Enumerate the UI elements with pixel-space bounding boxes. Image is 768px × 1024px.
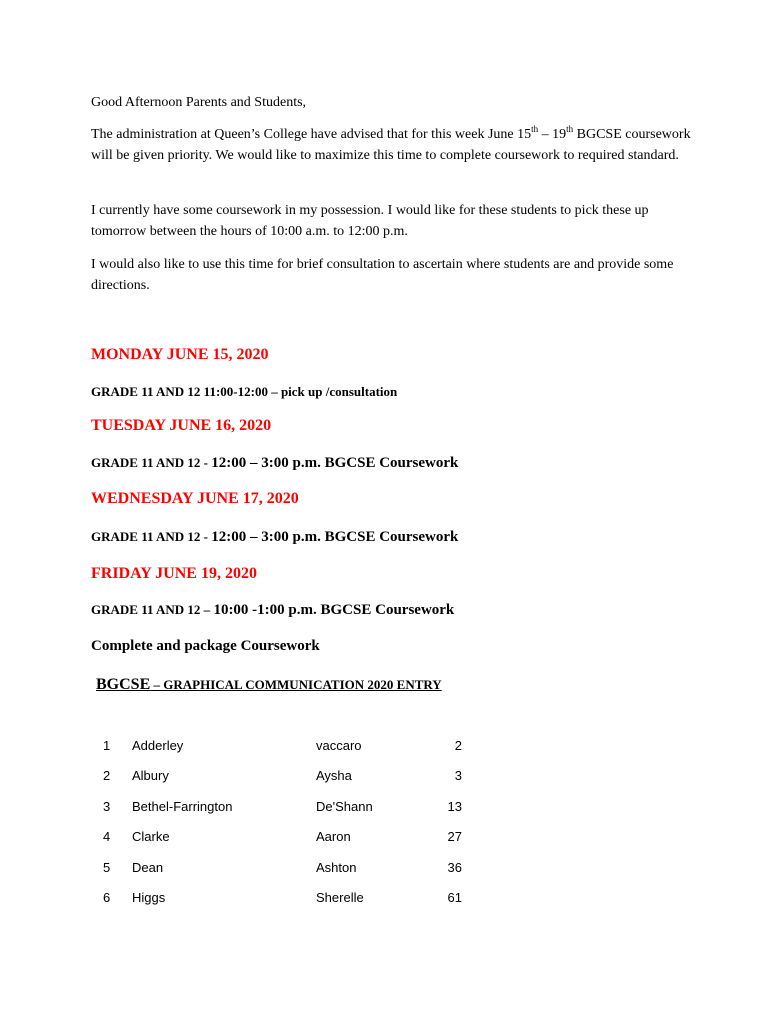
first-name: vaccaro bbox=[316, 738, 362, 753]
paragraph-pickup: I currently have some coursework in my possession. I would like for these students to pick these up tomorrow between the hours of 10:00 a.m. to 12:00 p.m. bbox=[91, 203, 649, 239]
paragraph-consultation: I would also like to use this time for brief consultation to ascertain where students are and provide some directions. bbox=[91, 257, 674, 293]
entry-title bbox=[96, 676, 442, 694]
first-name: De'Shann bbox=[316, 798, 373, 814]
row-number: 3 bbox=[103, 798, 111, 814]
greeting: Good Afternoon Parents and Students, bbox=[91, 95, 307, 110]
complete-package-note: Complete and package Coursework bbox=[91, 638, 320, 654]
paragraph-priority-part2: – 19 bbox=[538, 127, 567, 142]
table-row bbox=[90, 732, 480, 762]
schedule-line-monday bbox=[91, 383, 397, 401]
row-number: 2 bbox=[103, 768, 111, 784]
paragraph-priority bbox=[91, 124, 691, 166]
last-name: Dean bbox=[132, 859, 164, 875]
schedule-label: GRADE 11 AND 12 - bbox=[91, 455, 212, 470]
schedule-time: 10:00 -1:00 p.m. BGCSE Coursework bbox=[213, 602, 455, 618]
score: 36 bbox=[447, 859, 462, 875]
score: 3 bbox=[454, 768, 462, 784]
schedule-line-wednesday bbox=[91, 528, 458, 546]
last-name: Albury bbox=[132, 768, 169, 784]
row-number: 6 bbox=[103, 889, 111, 905]
schedule-time: 12:00 – 3:00 p.m. BGCSE Coursework bbox=[211, 455, 459, 471]
schedule-label: GRADE 11 AND 12 – bbox=[91, 602, 214, 617]
row-number: 1 bbox=[103, 738, 111, 753]
table-row bbox=[90, 793, 480, 823]
first-name: Ashton bbox=[316, 859, 357, 875]
last-name: Adderley bbox=[132, 738, 184, 753]
score: 27 bbox=[447, 829, 462, 845]
superscript-th-1: th bbox=[531, 124, 539, 134]
row-number: 5 bbox=[103, 859, 111, 875]
schedule-label: GRADE 11 AND 12 - bbox=[91, 529, 212, 544]
entry-title-rest: – GRAPHICAL COMMUNICATION 2020 ENTRY bbox=[150, 677, 442, 692]
schedule-line-friday bbox=[91, 601, 454, 619]
schedule-time: 12:00 – 3:00 p.m. BGCSE Coursework bbox=[211, 529, 459, 545]
day-heading-monday: MONDAY JUNE 15, 2020 bbox=[91, 346, 269, 363]
table-row bbox=[90, 762, 480, 792]
first-name: Aaron bbox=[316, 829, 351, 845]
score: 13 bbox=[447, 798, 462, 814]
last-name: Clarke bbox=[132, 829, 170, 845]
score: 61 bbox=[447, 889, 462, 905]
day-heading-wednesday: WEDNESDAY JUNE 17, 2020 bbox=[91, 490, 299, 507]
first-name: Sherelle bbox=[316, 889, 364, 905]
table-row bbox=[90, 823, 480, 853]
table-row bbox=[90, 854, 480, 884]
schedule-line-tuesday bbox=[91, 454, 458, 472]
row-number: 4 bbox=[103, 829, 111, 845]
last-name: Higgs bbox=[132, 889, 166, 905]
first-name: Aysha bbox=[316, 768, 352, 784]
paragraph-priority-part1: The administration at Queen’s College have advised that for this week June 15 bbox=[91, 127, 532, 142]
score: 2 bbox=[454, 738, 462, 753]
superscript-th-2: th bbox=[566, 124, 574, 134]
last-name: Bethel-Farrington bbox=[132, 798, 233, 814]
table-row bbox=[90, 884, 480, 914]
schedule-label: GRADE 11 AND 12 11:00-12:00 – pick up /consultation bbox=[91, 384, 398, 399]
entry-title-bgcse: BGCSE bbox=[96, 676, 151, 693]
student-roster bbox=[90, 732, 480, 914]
paragraph-priority-part3: BGCSE coursework will be given priority. We would like to maximize this time to complete coursework to required standard. bbox=[91, 127, 691, 163]
day-heading-friday: FRIDAY JUNE 19, 2020 bbox=[91, 565, 257, 582]
day-heading-tuesday: TUESDAY JUNE 16, 2020 bbox=[91, 417, 272, 434]
